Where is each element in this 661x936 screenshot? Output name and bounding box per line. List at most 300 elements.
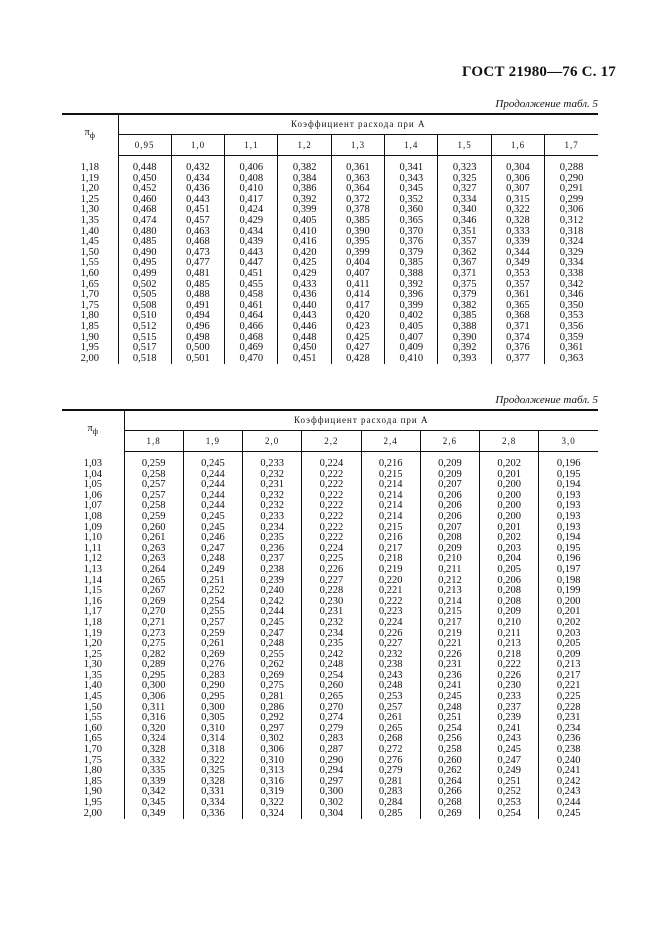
coefficient-cell: 0,505 (118, 290, 171, 301)
coefficient-cell: 0,468 (118, 205, 171, 216)
coefficient-cell: 0,238 (556, 744, 581, 756)
coefficient-cell: 0,245 (183, 523, 242, 534)
coefficient-cell: 0,231 (302, 607, 361, 618)
coefficient-cell: 0,242 (556, 775, 581, 787)
coefficient-cell: 0,382 (438, 301, 491, 312)
coefficient-cell: 0,295 (124, 671, 183, 682)
coefficient-cell: 0,226 (420, 650, 479, 661)
coefficient-cell: 0,208 (480, 597, 539, 608)
coefficient-cell: 0,490 (118, 248, 171, 259)
coefficient-cell: 0,324 (243, 809, 302, 820)
coefficient-cell: 0,446 (278, 322, 331, 333)
coefficient-cell: 0,276 (361, 756, 420, 767)
pi-value-cell: 1,65 (62, 280, 118, 291)
coefficient-cell: 0,350 (559, 299, 584, 311)
coefficient-cell: 0,248 (361, 681, 420, 692)
coefficient-cell: 0,259 (183, 629, 242, 640)
coefficient-cell: 0,202 (480, 459, 539, 470)
column-header: 2,6 (420, 431, 479, 452)
pi-value-cell: 1,80 (62, 766, 124, 777)
coefficient-cell: 0,283 (183, 671, 242, 682)
coefficient-cell: 0,259 (124, 459, 183, 470)
coefficient-cell: 0,252 (183, 586, 242, 597)
column-header: 1,9 (183, 431, 242, 452)
coefficient-cell: 0,264 (124, 565, 183, 576)
coefficient-cell: 0,268 (361, 734, 420, 745)
coefficient-cell: 0,405 (385, 322, 438, 333)
coefficient-cell: 0,345 (124, 798, 183, 809)
coefficient-cell: 0,461 (225, 301, 278, 312)
coefficient-cell: 0,458 (225, 290, 278, 301)
pi-value-cell: 1,17 (62, 607, 124, 618)
coefficient-cell: 0,365 (491, 301, 544, 312)
coefficient-cell: 0,311 (124, 703, 183, 714)
coefficient-cell: 0,333 (491, 227, 544, 238)
coefficient-cell: 0,468 (171, 237, 224, 248)
coefficient-cell: 0,206 (420, 512, 479, 523)
coefficient-cell: 0,376 (491, 343, 544, 354)
coefficient-cell: 0,211 (480, 629, 539, 640)
coefficient-cell: 0,247 (480, 756, 539, 767)
pi-value-cell: 1,65 (62, 734, 124, 745)
coefficient-cell: 0,261 (183, 639, 242, 650)
pi-value-cell: 1,45 (62, 692, 124, 703)
coefficient-cell: 0,436 (171, 184, 224, 195)
coefficient-cell: 0,222 (302, 533, 361, 544)
coefficient-cell: 0,318 (183, 745, 242, 756)
coefficient-cell: 0,392 (385, 280, 438, 291)
group-header: Коэффициент расхода при A (124, 410, 598, 431)
coefficient-cell: 0,344 (491, 248, 544, 259)
coefficient-cell: 0,206 (420, 491, 479, 502)
coefficient-cell: 0,245 (183, 459, 242, 470)
pi-value-cell: 1,50 (62, 703, 124, 714)
coefficient-cell: 0,251 (420, 713, 479, 724)
coefficient-cell: 0,416 (278, 237, 331, 248)
coefficient-cell: 0,357 (491, 280, 544, 291)
coefficient-cell: 0,310 (243, 756, 302, 767)
coefficient-cell: 0,254 (420, 724, 479, 735)
coefficient-cell: 0,316 (124, 713, 183, 724)
coefficient-cell: 0,495 (118, 258, 171, 269)
coefficient-cell: 0,392 (438, 343, 491, 354)
coefficient-cell: 0,345 (385, 184, 438, 195)
coefficient-cell: 0,233 (243, 512, 302, 523)
column-header: 2,8 (480, 431, 539, 452)
coefficient-cell: 0,451 (225, 269, 278, 280)
coefficient-cell: 0,205 (556, 638, 581, 650)
pi-subscript: ф (92, 427, 98, 437)
coefficient-cell: 0,247 (183, 544, 242, 555)
coefficient-cell: 0,361 (559, 342, 584, 354)
coefficient-cell: 0,388 (385, 269, 438, 280)
coefficient-cell: 0,195 (556, 468, 581, 480)
coefficient-cell: 0,269 (243, 671, 302, 682)
coefficient-cell: 0,235 (243, 533, 302, 544)
coefficient-cell: 0,215 (361, 523, 420, 534)
coefficient-cell: 0,209 (556, 648, 581, 660)
coefficient-cell: 0,251 (183, 576, 242, 587)
coefficient-cell: 0,209 (480, 607, 539, 618)
coefficient-cell: 0,222 (302, 523, 361, 534)
pi-value-cell: 1,35 (62, 216, 118, 227)
coefficient-cell: 0,228 (302, 586, 361, 597)
coefficient-cell: 0,226 (302, 565, 361, 576)
coefficient-cell: 0,300 (124, 681, 183, 692)
coefficient-cell: 0,254 (480, 809, 539, 820)
coefficient-cell: 0,410 (278, 227, 331, 238)
coefficient-cell: 0,203 (480, 544, 539, 555)
coefficient-cell: 0,271 (124, 618, 183, 629)
pi-value-cell: 1,03 (62, 459, 124, 470)
coefficient-cell: 0,297 (243, 724, 302, 735)
coefficient-cell: 0,217 (556, 669, 581, 681)
coefficient-cell: 0,240 (243, 586, 302, 597)
coefficient-cell: 0,216 (361, 533, 420, 544)
coefficient-cell: 0,334 (183, 798, 242, 809)
coefficient-cell: 0,323 (438, 163, 491, 174)
coefficient-cell: 0,307 (491, 184, 544, 195)
coefficient-cell: 0,243 (556, 786, 581, 798)
column-header: 1,8 (124, 431, 183, 452)
pi-value-cell: 1,16 (62, 597, 124, 608)
coefficient-cell: 0,206 (480, 576, 539, 587)
coefficient-cell: 0,243 (361, 671, 420, 682)
coefficient-cell: 0,340 (438, 205, 491, 216)
pi-value-cell: 1,30 (62, 660, 124, 671)
coefficient-cell: 0,324 (559, 236, 584, 248)
coefficient-cell: 0,261 (361, 713, 420, 724)
coefficient-cell: 0,370 (385, 227, 438, 238)
coefficient-cell: 0,202 (480, 533, 539, 544)
coefficient-cell: 0,385 (438, 311, 491, 322)
coefficient-cell: 0,485 (118, 237, 171, 248)
coefficient-cell: 0,474 (118, 216, 171, 227)
column-header: 2,4 (361, 431, 420, 452)
coefficient-cell: 0,256 (420, 734, 479, 745)
coefficient-cell: 0,417 (331, 301, 384, 312)
coefficient-cell: 0,306 (559, 204, 584, 216)
coefficient-cell: 0,270 (124, 607, 183, 618)
coefficient-cell: 0,342 (559, 278, 584, 290)
coefficient-cell: 0,237 (243, 554, 302, 565)
coefficient-cell: 0,232 (243, 501, 302, 512)
coefficient-cell: 0,324 (124, 734, 183, 745)
coefficient-cell: 0,286 (243, 703, 302, 714)
table2-continued-caption: Продолжение табл. 5 (495, 394, 598, 406)
coefficient-cell: 0,433 (278, 280, 331, 291)
coefficient-cell: 0,218 (361, 554, 420, 565)
coefficient-cell: 0,518 (118, 354, 171, 365)
coefficient-cell: 0,195 (556, 542, 581, 554)
pi-value-cell: 1,75 (62, 301, 118, 312)
coefficient-cell: 0,353 (559, 310, 584, 322)
coefficient-cell: 0,363 (331, 174, 384, 185)
pi-value-cell: 1,19 (62, 174, 118, 185)
pi-value-cell: 1,35 (62, 671, 124, 682)
coefficient-cell: 0,349 (491, 258, 544, 269)
pi-header (62, 114, 118, 156)
coefficient-cell: 0,377 (491, 354, 544, 365)
coefficient-cell: 0,258 (124, 501, 183, 512)
coefficient-cell: 0,208 (420, 533, 479, 544)
coefficient-cell: 0,213 (480, 639, 539, 650)
coefficient-cell: 0,494 (171, 311, 224, 322)
coefficient-cell: 0,409 (385, 343, 438, 354)
pi-value-cell: 1,75 (62, 756, 124, 767)
coefficient-cell: 0,193 (556, 489, 581, 501)
table-row (62, 809, 598, 820)
pi-value-cell: 1,95 (62, 798, 124, 809)
coefficient-cell: 0,390 (438, 333, 491, 344)
coefficient-cell: 0,488 (171, 290, 224, 301)
coefficient-cell: 0,436 (278, 290, 331, 301)
coefficient-cell: 0,390 (331, 227, 384, 238)
column-header: 0,95 (118, 135, 171, 156)
coefficient-cell: 0,351 (438, 227, 491, 238)
pi-value-cell: 1,60 (62, 724, 124, 735)
coefficient-cell: 0,217 (420, 618, 479, 629)
coefficient-cell: 0,268 (420, 798, 479, 809)
coefficient-cell: 0,372 (331, 195, 384, 206)
column-header: 1,5 (438, 135, 491, 156)
pi-value-cell: 1,50 (62, 248, 118, 259)
table-row (62, 565, 598, 576)
coefficient-cell: 0,230 (302, 597, 361, 608)
coefficient-cell: 0,328 (183, 777, 242, 788)
pi-value-cell: 1,40 (62, 227, 118, 238)
coefficient-cell: 0,235 (302, 639, 361, 650)
coefficient-cell: 0,197 (556, 563, 581, 575)
coefficient-cell: 0,253 (361, 692, 420, 703)
coefficient-cell: 0,196 (556, 458, 581, 469)
coefficient-cell: 0,481 (171, 269, 224, 280)
coefficient-cell: 0,281 (243, 692, 302, 703)
coefficient-cell: 0,193 (556, 521, 581, 533)
coefficient-cell: 0,260 (124, 523, 183, 534)
coefficient-cell: 0,214 (361, 480, 420, 491)
coefficient-cell: 0,313 (243, 766, 302, 777)
coefficient-cell: 0,310 (183, 724, 242, 735)
coefficient-cell: 0,371 (438, 269, 491, 280)
coefficient-cell: 0,395 (331, 237, 384, 248)
coefficient-cell: 0,322 (491, 205, 544, 216)
coefficient-cell: 0,342 (124, 787, 183, 798)
coefficient-cell: 0,399 (278, 205, 331, 216)
coefficient-cell: 0,207 (420, 480, 479, 491)
coefficient-cell: 0,199 (556, 585, 581, 597)
coefficient-cell: 0,232 (243, 491, 302, 502)
coefficient-cell: 0,263 (124, 554, 183, 565)
coefficient-cell: 0,247 (243, 629, 302, 640)
coefficient-cell: 0,284 (361, 798, 420, 809)
coefficient-cell: 0,215 (361, 470, 420, 481)
coefficient-cell: 0,346 (559, 289, 584, 301)
coefficient-cell: 0,246 (183, 533, 242, 544)
coefficient-cell: 0,515 (118, 333, 171, 344)
column-header: 1,1 (225, 135, 278, 156)
coefficient-cell: 0,234 (556, 722, 581, 734)
coefficient-cell: 0,200 (480, 480, 539, 491)
coefficient-cell: 0,510 (118, 311, 171, 322)
pi-value-cell: 1,04 (62, 470, 124, 481)
table-row (62, 322, 598, 333)
coefficient-cell: 0,208 (480, 586, 539, 597)
coefficient-cell: 0,452 (118, 184, 171, 195)
coefficient-cell: 0,499 (118, 269, 171, 280)
pi-symbol: π (87, 423, 93, 435)
coefficient-cell: 0,222 (302, 512, 361, 523)
coefficient-cell: 0,320 (124, 724, 183, 735)
coefficient-cell: 0,443 (278, 311, 331, 322)
coefficient-cell: 0,302 (243, 734, 302, 745)
coefficient-cell: 0,379 (385, 248, 438, 259)
coefficient-cell: 0,238 (243, 565, 302, 576)
pi-value-cell: 1,45 (62, 237, 118, 248)
coefficient-cell: 0,349 (124, 809, 183, 820)
coefficient-cell: 0,335 (124, 766, 183, 777)
coefficient-cell: 0,407 (331, 269, 384, 280)
coefficient-cell: 0,221 (361, 586, 420, 597)
coefficient-cell: 0,260 (302, 681, 361, 692)
coefficient-cell: 0,258 (124, 470, 183, 481)
coefficient-cell: 0,451 (171, 205, 224, 216)
pi-value-cell: 1,85 (62, 777, 124, 788)
coefficient-cell: 0,420 (331, 311, 384, 322)
coefficient-cell: 0,410 (385, 354, 438, 365)
coefficient-cell: 0,226 (480, 671, 539, 682)
coefficient-cell: 0,245 (183, 512, 242, 523)
coefficient-cell: 0,291 (559, 183, 584, 195)
coefficient-cell: 0,288 (559, 162, 584, 173)
column-header: 3,0 (539, 431, 598, 452)
coefficient-cell: 0,253 (480, 798, 539, 809)
coefficient-cell: 0,220 (361, 576, 420, 587)
coefficient-cell: 0,393 (438, 354, 491, 365)
pi-value-cell: 1,11 (62, 544, 124, 555)
coefficient-cell: 0,251 (480, 777, 539, 788)
coefficient-cell: 0,244 (183, 491, 242, 502)
coefficient-cell: 0,450 (118, 174, 171, 185)
coefficient-cell: 0,244 (183, 470, 242, 481)
coefficient-cell: 0,257 (124, 491, 183, 502)
coefficient-cell: 0,332 (124, 756, 183, 767)
coefficient-cell: 0,427 (331, 343, 384, 354)
coefficient-cell: 0,312 (559, 214, 584, 226)
coefficient-cell: 0,215 (420, 607, 479, 618)
pi-value-cell: 1,95 (62, 343, 118, 354)
coefficient-cell: 0,265 (361, 724, 420, 735)
coefficient-cell: 0,224 (302, 544, 361, 555)
coefficient-cell: 0,365 (385, 216, 438, 227)
coefficient-cell: 0,279 (361, 766, 420, 777)
coefficient-cell: 0,244 (183, 480, 242, 491)
coefficient-cell: 0,406 (225, 163, 278, 174)
column-header: 1,0 (171, 135, 224, 156)
coefficient-cell: 0,501 (171, 354, 224, 365)
coefficient-cell: 0,447 (225, 258, 278, 269)
coefficient-cell: 0,222 (361, 597, 420, 608)
coefficient-cell: 0,226 (361, 629, 420, 640)
pi-value-cell: 1,08 (62, 512, 124, 523)
pi-header (62, 410, 124, 452)
pi-value-cell: 1,60 (62, 269, 118, 280)
coefficient-cell: 0,353 (491, 269, 544, 280)
coefficient-cell: 0,325 (438, 174, 491, 185)
coefficient-cell: 0,315 (491, 195, 544, 206)
coefficient-cell: 0,231 (556, 712, 581, 724)
coefficient-cell: 0,432 (171, 163, 224, 174)
coefficient-cell: 0,306 (243, 745, 302, 756)
coefficient-cell: 0,244 (556, 797, 581, 808)
pi-subscript: ф (89, 131, 95, 141)
coefficient-cell: 0,225 (556, 691, 581, 703)
coefficient-cell: 0,237 (480, 703, 539, 714)
coefficient-cell: 0,203 (556, 627, 581, 639)
column-header: 1,3 (331, 135, 384, 156)
coefficient-cell: 0,463 (171, 227, 224, 238)
coefficient-cell: 0,236 (243, 544, 302, 555)
coefficient-cell: 0,420 (278, 248, 331, 259)
coefficient-cell: 0,367 (438, 258, 491, 269)
coefficient-cell: 0,221 (420, 639, 479, 650)
coefficient-cell: 0,423 (331, 322, 384, 333)
coefficient-cell: 0,224 (302, 459, 361, 470)
coefficient-cell: 0,384 (278, 174, 331, 185)
coefficient-cell: 0,193 (556, 500, 581, 512)
coefficient-cell: 0,434 (225, 227, 278, 238)
coefficient-cell: 0,232 (361, 650, 420, 661)
coefficient-cell: 0,379 (438, 290, 491, 301)
table2 (62, 409, 598, 819)
coefficient-cell: 0,434 (171, 174, 224, 185)
table-row (62, 216, 598, 227)
coefficient-cell: 0,249 (480, 766, 539, 777)
coefficient-cell: 0,270 (302, 703, 361, 714)
coefficient-cell: 0,376 (385, 237, 438, 248)
coefficient-cell: 0,322 (243, 798, 302, 809)
pi-value-cell: 2,00 (62, 809, 124, 820)
coefficient-cell: 0,477 (171, 258, 224, 269)
coefficient-cell: 0,241 (480, 724, 539, 735)
coefficient-cell: 0,245 (420, 692, 479, 703)
coefficient-cell: 0,362 (438, 248, 491, 259)
coefficient-cell: 0,274 (302, 713, 361, 724)
pi-value-cell: 1,70 (62, 745, 124, 756)
coefficient-cell: 0,439 (225, 237, 278, 248)
coefficient-cell: 0,290 (183, 681, 242, 692)
coefficient-cell: 0,334 (559, 257, 584, 269)
coefficient-cell: 0,343 (385, 174, 438, 185)
table-row (62, 163, 598, 174)
coefficient-cell: 0,364 (331, 184, 384, 195)
coefficient-cell: 0,498 (171, 333, 224, 344)
coefficient-cell: 0,281 (361, 777, 420, 788)
coefficient-cell: 0,491 (171, 301, 224, 312)
coefficient-cell: 0,290 (302, 756, 361, 767)
coefficient-cell: 0,464 (225, 311, 278, 322)
coefficient-cell: 0,508 (118, 301, 171, 312)
pi-value-cell: 1,90 (62, 787, 124, 798)
coefficient-cell: 0,260 (420, 756, 479, 767)
coefficient-cell: 0,242 (243, 597, 302, 608)
coefficient-cell: 0,254 (302, 671, 361, 682)
coefficient-cell: 0,325 (183, 766, 242, 777)
coefficient-cell: 0,460 (118, 195, 171, 206)
coefficient-cell: 0,368 (491, 311, 544, 322)
coefficient-cell: 0,255 (183, 607, 242, 618)
coefficient-cell: 0,304 (491, 163, 544, 174)
